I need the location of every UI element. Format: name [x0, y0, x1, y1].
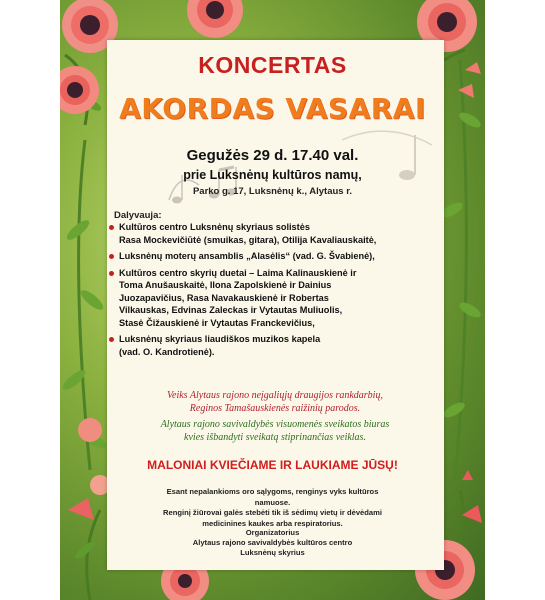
bullet-icon [109, 254, 114, 259]
bullet-icon [109, 271, 114, 276]
list-item: Kultūros centro skyrių duetai – Laima Kalinauskienė ir Toma Anušauskaitė, Ilona Zapolskienė ir Dainius Juozapavičius, Rasa Navakauskienė ir Robertas Vilkauskas, Edvinas Zaleckas ir Vytautas Muliuolis, Stasė Čižauskienė ir Vytautas Franckevičius, [108, 267, 428, 330]
event-venue: prie Luksnėnų kultūros namų, [183, 168, 362, 182]
bullet-icon [109, 225, 114, 230]
event-address: Parko g. 17, Luksnėnų k., Alytaus r. [192, 186, 353, 197]
list-item: Luksnėnų moterų ansamblis „Alasėlis“ (vad. G. Švabienė), [108, 250, 428, 263]
participants-label: Dalyvauja: [114, 210, 162, 221]
event-date-time: Gegužės 29 d. 17.40 val. [186, 147, 359, 164]
list-item: Luksnėnų skyriaus liaudiškos muzikos kapela (vad. O. Kandrotienė). [108, 333, 428, 358]
event-title: AKORDAS VASARAI [119, 92, 426, 125]
participants-list [108, 221, 428, 362]
health-bureau-info: Alytaus rajono savivaldybės visuomenės sveikatos biuras kvies išbandyti sveikatą stiprinančias veiklas. [160, 419, 390, 443]
invitation-heading: MALONIAI KVIEČIAME IR LAUKIAME JŪSŲ! [147, 458, 398, 472]
poster [60, 0, 485, 600]
event-kicker: KONCERTAS [198, 52, 347, 78]
list-item: Kultūros centro Luksnėnų skyriaus solistės Rasa Mockevičiūtė (smuikas, gitara), Otilija Kavaliauskaitė, [108, 221, 428, 246]
organizer-label: Organizatorius [245, 528, 300, 537]
exhibition-info: Veiks Alytaus rajono neįgaliųjų draugijos rankdarbių, Reginos Tamašauskienės raižinių parodos. [167, 390, 383, 414]
organizer-block: Organizatorius Alytaus rajono savivaldybės kultūros centro Luksnėnų skyrius [150, 528, 395, 558]
bullet-icon [109, 337, 114, 342]
weather-note: Esant nepalankioms oro sąlygoms, renginys vyks kultūros namuose. Renginį žiūrovai galės stebėti tik iš sėdimų vietų ir dėvėdami medicinines kaukes arba respiratorius. [162, 487, 383, 528]
